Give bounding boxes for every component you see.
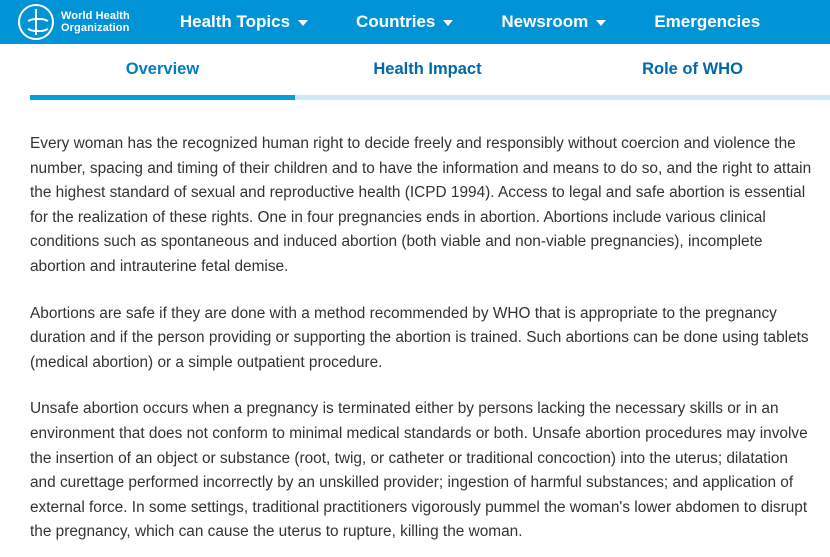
tab-role-of-who[interactable]	[560, 58, 825, 79]
chevron-down-icon	[443, 20, 453, 26]
chevron-down-icon	[298, 20, 308, 26]
nav-item-emergencies[interactable]	[630, 0, 770, 44]
nav-item-countries[interactable]	[332, 0, 477, 44]
tab-underline-track	[30, 95, 830, 100]
tab-inactive-underline	[295, 95, 830, 100]
tab-label: Role of WHO	[642, 60, 743, 78]
tab-active-underline	[30, 95, 295, 100]
paragraph-1: Every woman has the recognized human right to decide freely and responsibly without coercion and violence the number, spacing and timing of their children and to have the information and means to do so, and the right to attain the highest standard of sexual and reproductive health (ICPD 1994). Access to legal and safe abortion is essential for the realization of these rights. One in four pregnancies ends in abortion. Abortions include various clinical conditions such as spontaneous and induced abortion (both viable and non-viable pregnancies), incomplete abortion and intrauterine fetal demise.	[30, 135, 812, 275]
paragraph-3: Unsafe abortion occurs when a pregnancy is terminated either by persons lacking the necessary skills or in an environment that does not conform to minimal medical standards or both. Unsafe abortion procedures may involve the insertion of an object or substance (root, twig, or catheter or traditional concoction) into the uterus; dilatation and curettage performed incorrectly by an unskilled provider; ingestion of harmful substances; and application of external force. In some settings, traditional practitioners vigorously pummel the woman's lower abdomen to disrupt the pregnancy, which can cause the uterus to rupture, killing the woman.	[30, 400, 808, 541]
who-logo[interactable]	[18, 4, 130, 40]
article-body	[0, 110, 830, 545]
section-tabs	[0, 44, 830, 110]
tab-label: Health Impact	[373, 60, 482, 78]
paragraph-2: Abortions are safe if they are done with a method recommended by WHO that is appropriate to the pregnancy duration and if the person providing or supporting the abortion is trained. Such abortions can be done using tablets (medical abortion) or a simple outpatient procedure.	[30, 304, 809, 371]
tab-overview[interactable]	[30, 58, 295, 79]
who-logo-line2: Organization	[61, 22, 130, 34]
nav-item-label: Newsroom	[501, 12, 589, 31]
tab-label: Overview	[125, 60, 200, 78]
chevron-down-icon	[596, 20, 606, 26]
who-emblem-icon	[18, 4, 54, 40]
who-logo-text	[61, 10, 130, 34]
nav-item-label: Countries	[356, 12, 436, 31]
who-logo-line1: World Health	[61, 10, 130, 22]
tab-health-impact[interactable]	[295, 58, 560, 79]
nav-item-label: Emergencies	[654, 12, 761, 31]
main-navigation	[156, 0, 770, 44]
site-header	[0, 0, 830, 44]
nav-item-newsroom[interactable]	[477, 0, 630, 44]
nav-item-health-topics[interactable]	[156, 0, 332, 44]
nav-item-label: Health Topics	[179, 12, 291, 31]
